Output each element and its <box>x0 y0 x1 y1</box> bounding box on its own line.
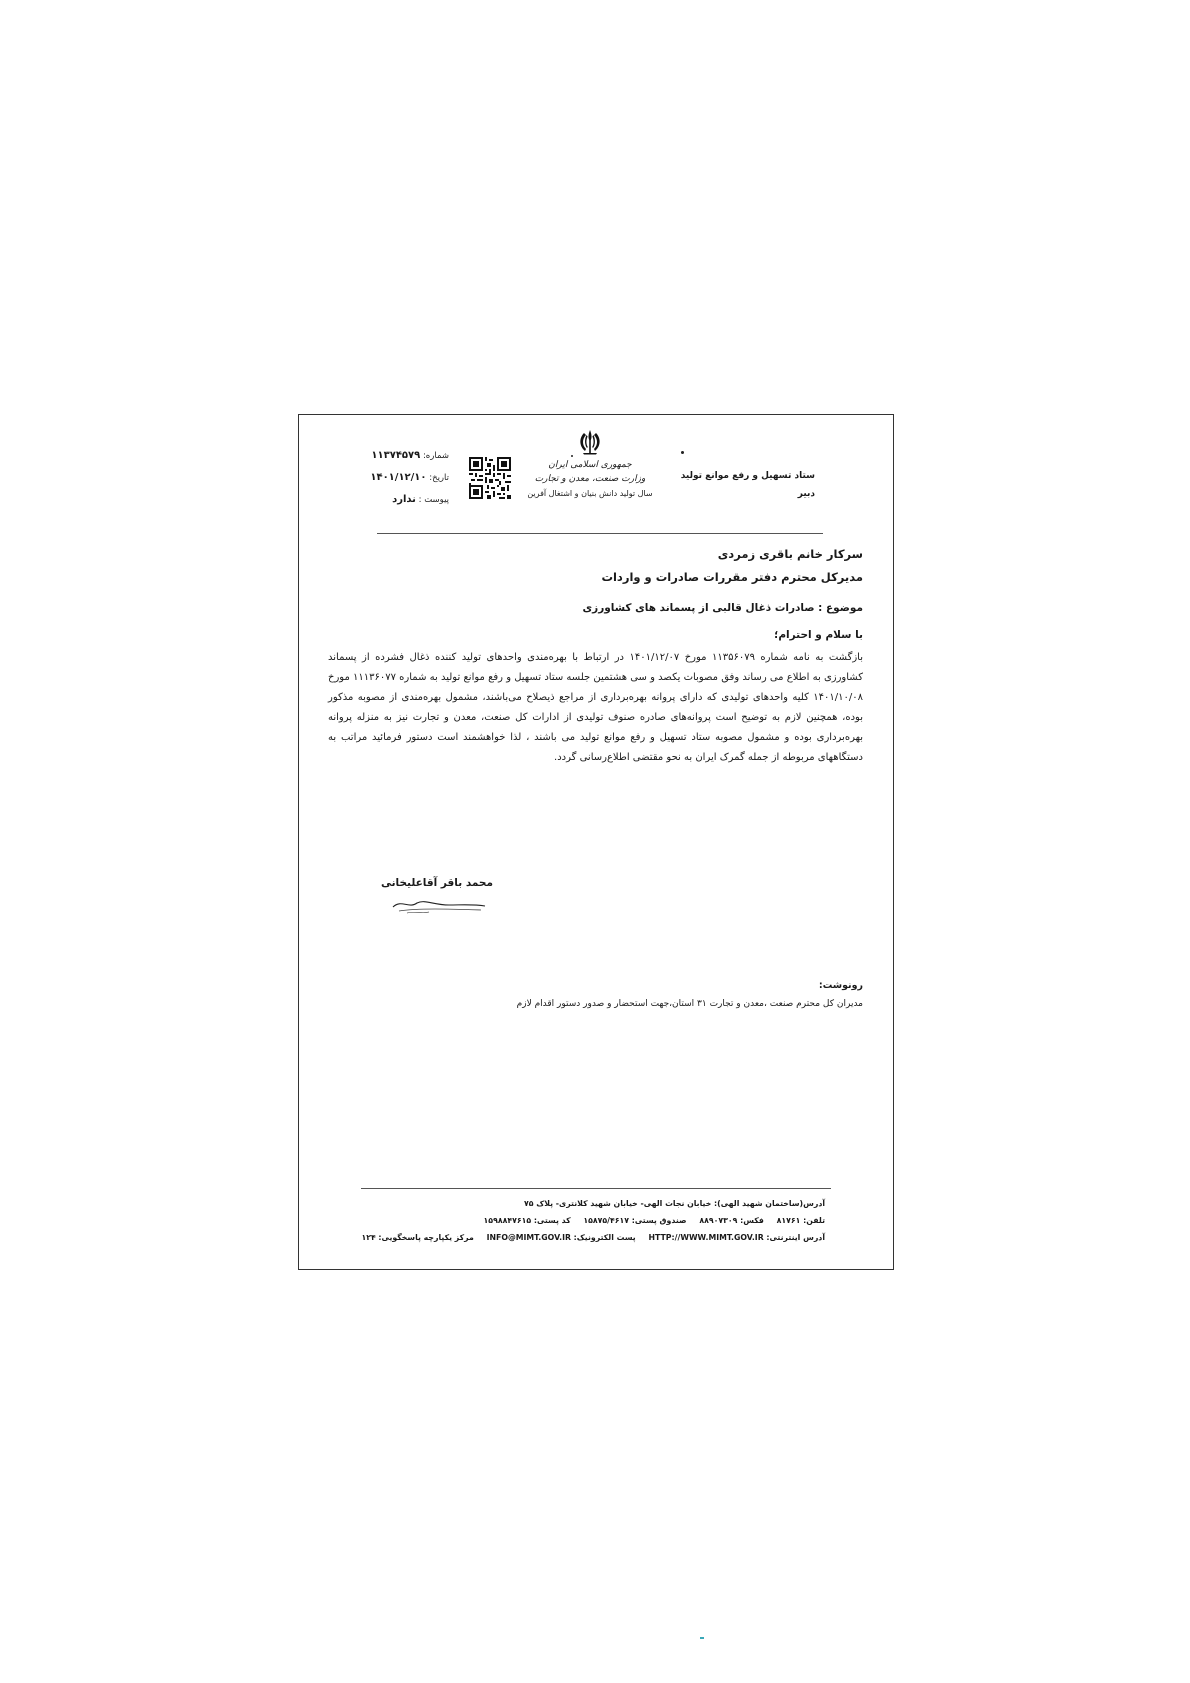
number-label: شماره: <box>422 451 449 461</box>
ministry-name: وزارت صنعت، معدن و تجارت <box>534 474 646 484</box>
scan-mark <box>700 1637 704 1639</box>
year-motto: سال تولید دانش بنیان و اشتغال آفرین <box>527 489 653 498</box>
letter-date-row <box>349 467 449 489</box>
country-name: جمهوری اسلامی ایران <box>548 460 632 470</box>
attachment-label: پیوست : <box>418 495 449 505</box>
letter-meta <box>349 445 449 511</box>
organization-role: دبیر <box>797 489 815 499</box>
letter-attachment-row <box>349 489 449 511</box>
footer-postal-code: کد پستی: ۱۵۹۸۸۴۷۶۱۵ <box>483 1216 571 1225</box>
footer-web-row <box>345 1229 825 1246</box>
iran-emblem-icon <box>575 427 605 457</box>
qr-code <box>469 457 511 499</box>
attachment-value: ندارد <box>392 494 416 505</box>
greeting: با سلام و احترام؛ <box>774 629 863 641</box>
signer-name: محمد باقر آقاعلیخانی <box>380 877 493 889</box>
handwritten-signature <box>389 893 489 917</box>
footer-website: آدرس اینترنتی: HTTP://WWW.MIMT.GOV.IR <box>648 1233 825 1242</box>
organization-name: ستاد تسهیل و رفع موانع تولید <box>680 471 815 481</box>
footer-divider <box>361 1188 831 1189</box>
header-divider <box>377 533 823 534</box>
letter-number: ۱۱۳۷۴۵۷۹ <box>371 450 421 461</box>
addressee-title: مدیرکل محترم دفتر مقررات صادرات و واردات <box>601 570 863 584</box>
date-label: تاریخ: <box>429 473 449 483</box>
footer-email: پست الکترونیک: INFO@MIMT.GOV.IR <box>486 1233 636 1242</box>
letter-sheet <box>298 414 894 1270</box>
cc-recipients: مدیران کل محترم صنعت ،معدن و تجارت ۳۱ استان،جهت استحضار و صدور دستور اقدام لازم <box>516 999 863 1009</box>
addressee-name: سرکار خانم باقری زمردی <box>717 547 863 561</box>
letter-subject: موضوع : صادرات ذغال قالبی از پسماند های کشاورزی <box>582 602 863 614</box>
letter-body: بازگشت به نامه شماره ۱۱۳۵۶۰۷۹ مورخ ۱۴۰۱/۱۲/۰۷ در ارتباط با بهره‌مندی واحدهای تولید کننده ذغال فشرده از پسماند کشاورزی به اطلاع می رساند وفق مصوبات یکصد و سی هشتمین جلسه ستاد تسهیل و رفع موانع تولید به شماره ۱۱۱۳۶۰۷۷ مورخ ۱۴۰۱/۱۰/۰۸ کلیه واحدهای تولیدی که دارای پروانه بهره‌برداری از مراجع ذیصلاح می‌باشند، مشمول بهره‌مندی از مصوبه مذکور بوده، همچنین لازم به توضیح است پروانه‌های صادره صنوف تولیدی از ادارات کل صنعت، معدن و تجارت نیز به منزله پروانه بهره‌برداری بوده و مشمول مصوبه ستاد تسهیل و رفع موانع تولید می باشند ، لذا خواهشمند است دستور فرمائید مراتب به دستگاههای مربوطه از جمله گمرک ایران به نحو مقتضی اطلاع‌رسانی گردد. <box>328 652 863 763</box>
addressee-block <box>443 543 863 589</box>
footer-contact-row <box>345 1212 825 1229</box>
footer-pobox: صندوق پستی: ۱۵۸۷۵/۴۶۱۷ <box>583 1216 687 1225</box>
letter-number-row <box>349 445 449 467</box>
cc-title: رونوشت: <box>818 980 863 991</box>
footer-fax: فکس: ۸۸۹۰۷۳۰۹ <box>699 1216 764 1225</box>
ministry-header <box>495 427 685 498</box>
footer-call-center: مرکز یکپارچه پاسخگویی: ۱۲۴ <box>361 1233 474 1242</box>
letter-footer <box>345 1195 825 1246</box>
footer-phone: تلفن: ۸۱۷۶۱ <box>776 1216 825 1225</box>
footer-address: آدرس(ساختمان شهید الهی): خیابان نجات الهی- خیابان شهید کلانتری- پلاک ۷۵ <box>524 1199 825 1208</box>
letter-date: ۱۴۰۱/۱۲/۱۰ <box>370 472 427 483</box>
